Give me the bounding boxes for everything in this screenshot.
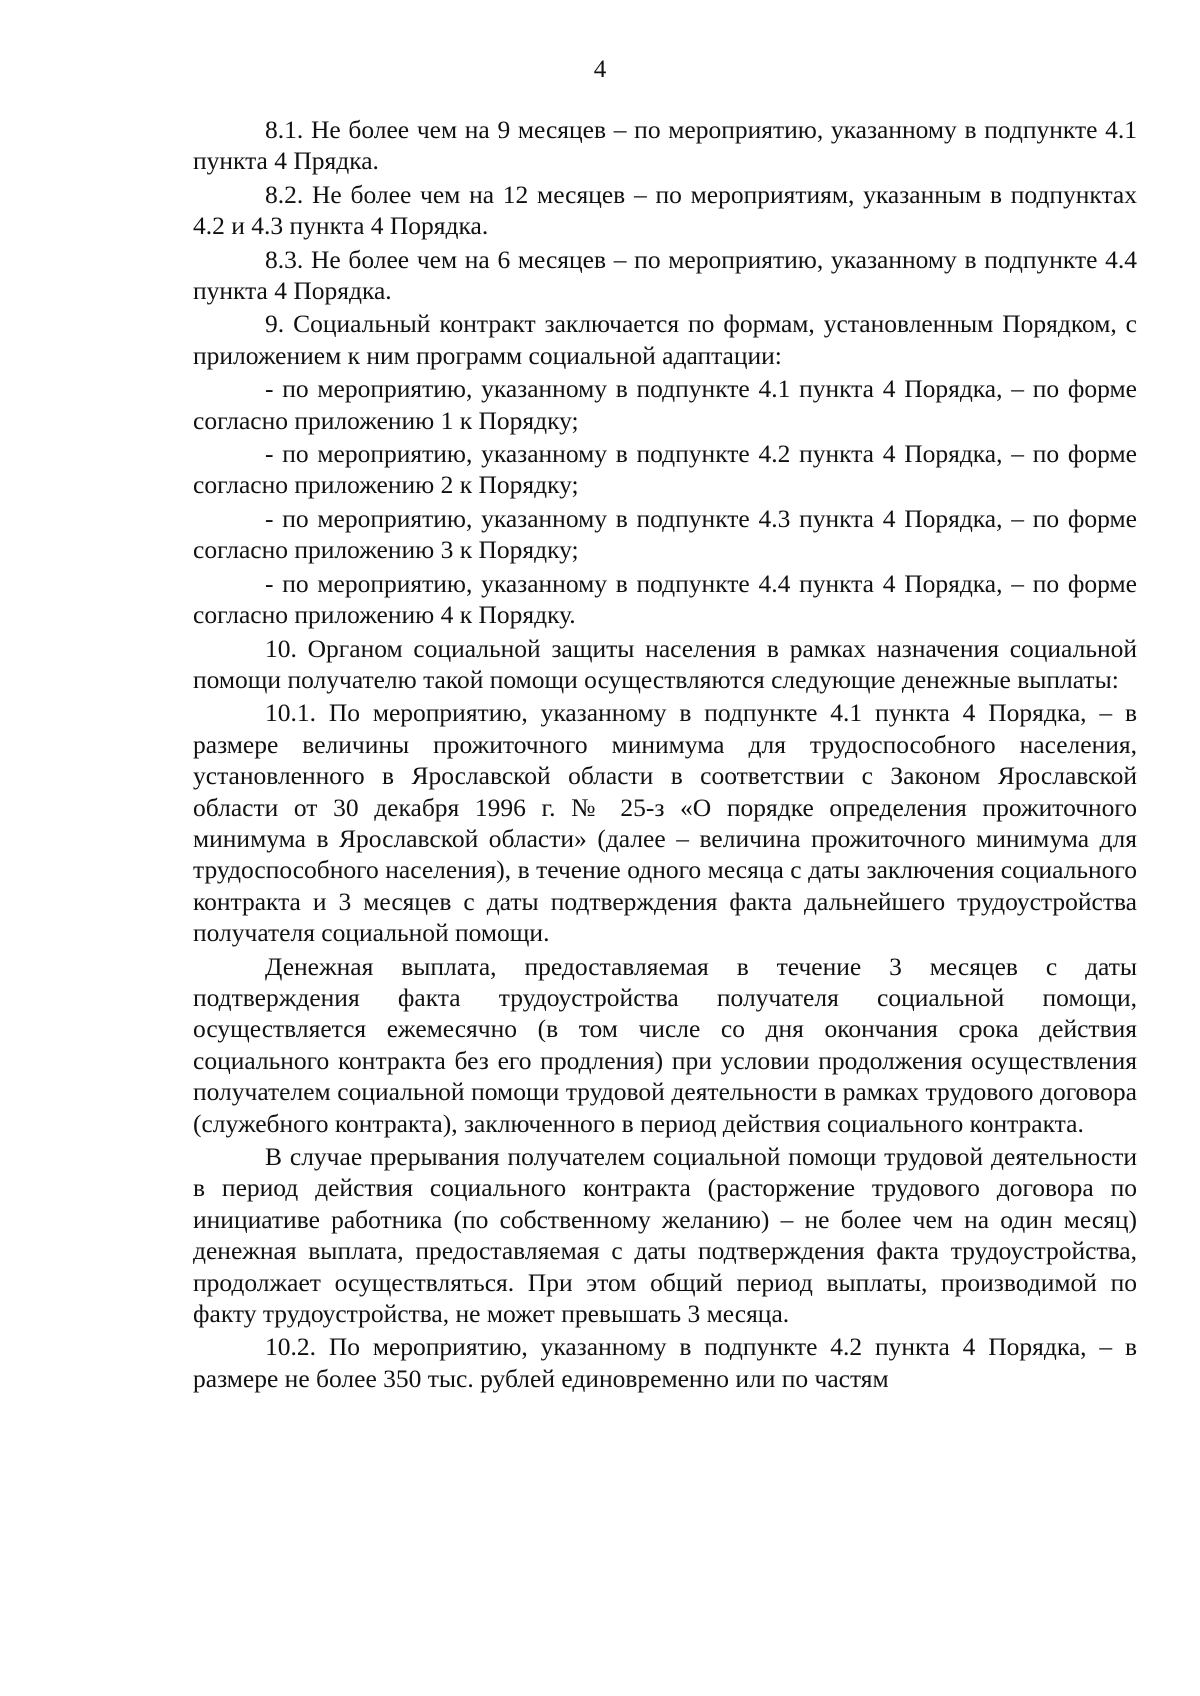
paragraph-10-1: 10.1. По мероприятию, указанному в подпункте 4.1 пункта 4 Порядка, – в размере величины прожиточного минимума для трудоспособного населения, установленного в Ярославской области в соответствии с Законом Ярославской области от 30 декабря 1996 г. № 25-з «О порядке определения прожиточного минимума в Ярославской области» (далее – величина прожиточного минимума для трудоспособного населения), в течение одного месяца с даты заключения социального контракта и 3 месяцев с даты подтверждения факта дальнейшего трудоустройства получателя социальной помощи.	[193, 698, 1137, 948]
page-number: 4	[593, 56, 607, 83]
paragraph-8-3: 8.3. Не более чем на 6 месяцев – по мероприятию, указанному в подпункте 4.4 пункта 4 Порядка.	[193, 244, 1137, 306]
paragraph-10: 10. Органом социальной защиты населения в рамках назначения социальной помощи получателю такой помощи осуществляются следующие денежные выплаты:	[193, 633, 1137, 694]
paragraph-payment-details: Денежная выплата, предоставляемая в течение 3 месяцев с даты подтверждения факта трудоустройства получателя социальной помощи, осуществляется ежемесячно (в том числе со дня окончания срока действия социального контракта без его продления) при условии продолжения осуществления получателем социальной помощи трудовой деятельности в рамках трудового договора (служебного контракта), заключенного в период действия социального контракта.	[193, 951, 1137, 1138]
paragraph-interruption: В случае прерывания получателем социальной помощи трудовой деятельности в период действия социального контракта (расторжение трудового договора по инициативе работника (по собственному желанию) – не более чем на один месяц) денежная выплата, предоставляемая с даты подтверждения факта трудоустройства, продолжает осуществляться. При этом общий период выплаты, производимой по факту трудоустройства, не может превышать 3 месяца.	[193, 1142, 1137, 1329]
list-item-form-2: - по мероприятию, указанному в подпункте 4.2 пункта 4 Порядка, – по форме согласно приложению 2 к Порядку;	[193, 439, 1137, 500]
paragraph-10-2: 10.2. По мероприятию, указанному в подпункте 4.2 пункта 4 Порядка, – в размере не более 350 тыс. рублей единовременно или по частям	[193, 1332, 1137, 1393]
list-item-form-4: - по мероприятию, указанному в подпункте 4.4 пункта 4 Порядка, – по форме согласно приложению 4 к Порядку.	[193, 568, 1137, 630]
paragraph-8-2: 8.2. Не более чем на 12 месяцев – по мероприятиям, указанным в подпунктах 4.2 и 4.3 пункта 4 Порядка.	[193, 179, 1137, 241]
paragraph-9: 9. Социальный контракт заключается по формам, установленным Порядком, с приложением к ним программ социальной адаптации:	[193, 309, 1137, 370]
document-body	[193, 114, 1137, 1396]
list-item-form-3: - по мероприятию, указанному в подпункте 4.3 пункта 4 Порядка, – по форме согласно приложению 3 к Порядку;	[193, 503, 1137, 565]
list-item-form-1: - по мероприятию, указанному в подпункте 4.1 пункта 4 Порядка, – по форме согласно приложению 1 к Порядку;	[193, 374, 1137, 435]
paragraph-8-1: 8.1. Не более чем на 9 месяцев – по мероприятию, указанному в подпункте 4.1 пункта 4 Прядка.	[193, 115, 1137, 176]
